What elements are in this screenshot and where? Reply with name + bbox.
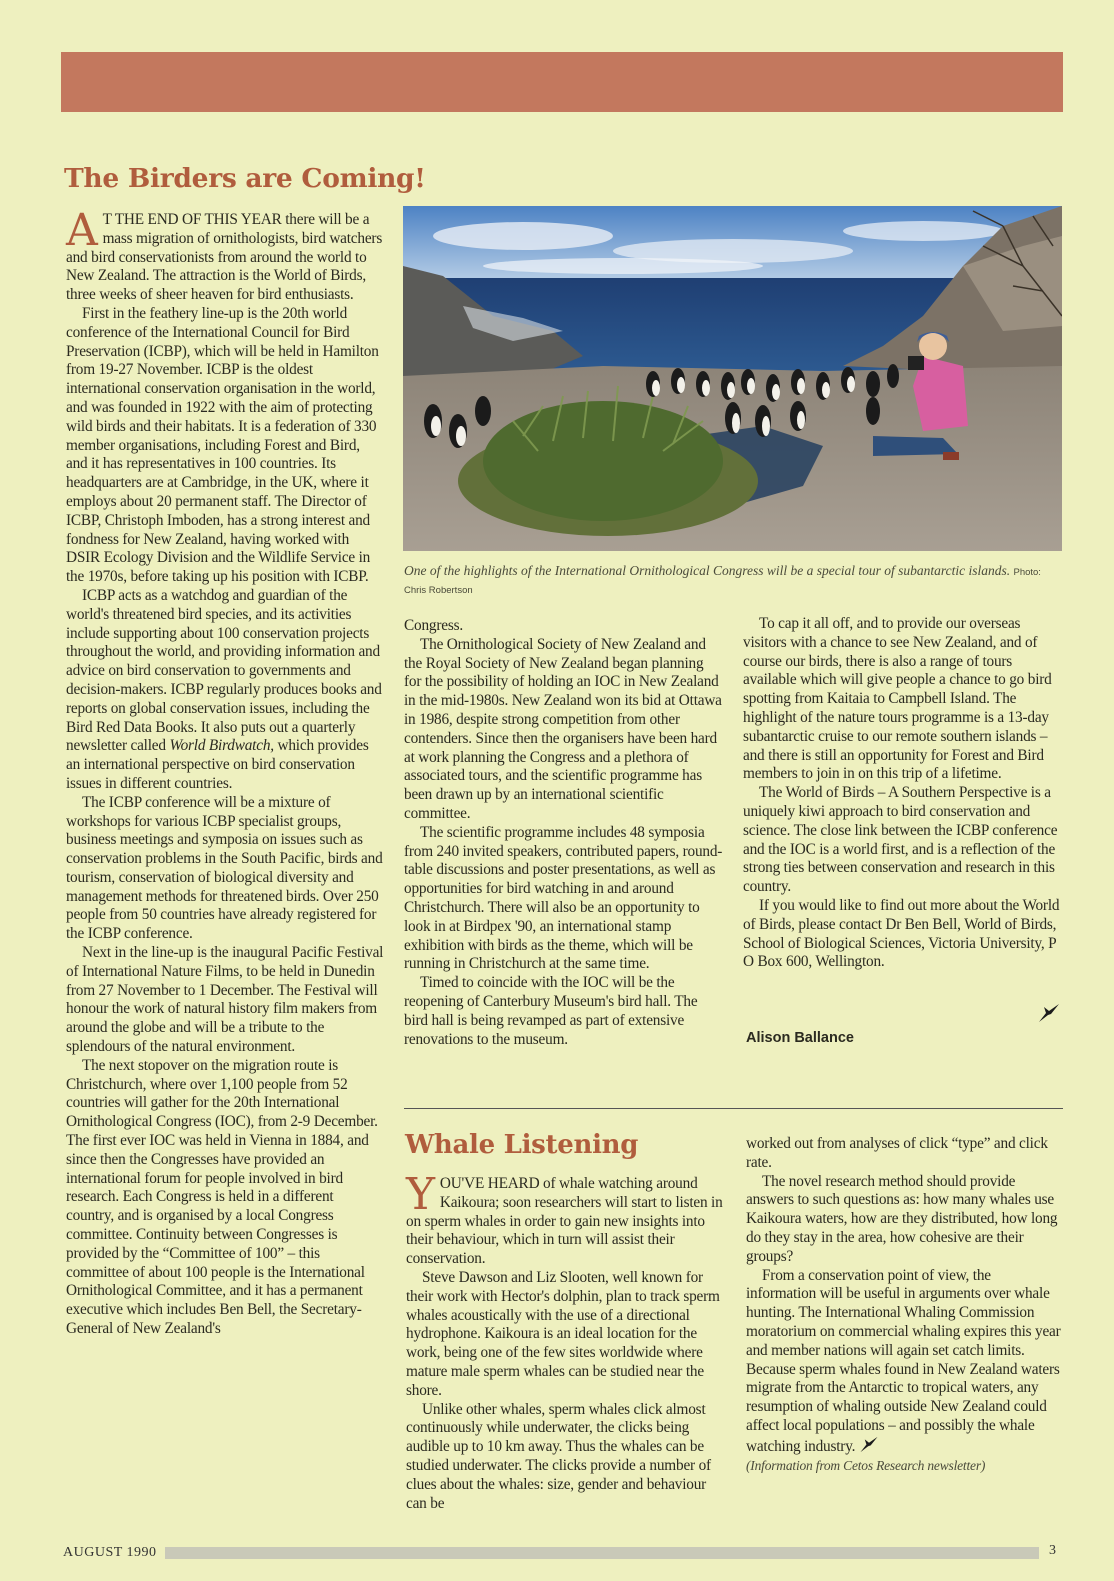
dropcap-a: A — [66, 205, 98, 256]
photo-illustration — [403, 206, 1062, 551]
paragraph: The World of Birds – A Southern Perspective is a uniquely kiwi approach to bird conservation and science. The close link between the ICBP conference and the IOC is a world first, and is a reflection of the strong ties between conservation and research in this country. — [743, 784, 1058, 896]
paragraph: To cap it all off, and to provide our overseas visitors with a chance to see New Zealand, and of course our birds, there is also a range of tours available which will give people a chance to go bird spotting from Kaitaia to Campbell Island. The highlight of the nature tours programme is a 13-day subantarctic cruise to our remote southern islands – and there is still an opportunity for Forest and Bird members to join in on this trip of a lifetime. — [743, 615, 1052, 783]
paragraph: Next in the line-up is the inaugural Pacific Festival of International Nature Films, to be held in Dunedin from 27 November to 1 December. The Festival will honour the work of natural history film makers from around the globe and will be a tribute to the splendours of the natural environment. — [66, 944, 384, 1056]
paragraph: The novel research method should provide answers to such questions as: how many whales use Kaikoura waters, how are they distributed, how long do they stay in the area, how cohesive are their groups? — [746, 1172, 1058, 1265]
dropcap-y: Y — [406, 1169, 435, 1220]
paragraph: Timed to coincide with the IOC will be the reopening of Canterbury Museum's bird hall. The bird hall is being revamped as part of extensive renovations to the museum. — [404, 974, 698, 1048]
paragraph: From a conservation point of view, the information will be useful in arguments over whale hunting. The International Whaling Commission moratorium on commercial whaling expires this year and member nations will again set catch limits. Because sperm whales found in New Zealand waters migrate from the Antarctic to tropical waters, any resumption of whaling outside New Zealand could affect local populations – and possibly the whale watching industry. — [746, 1266, 1061, 1455]
paragraph: The next stopover on the migration route is Christchurch, where over 1,100 people from 52 countries will gather for the 20th International Ornithological Congress (IOC), from 2-9 December. The first ever IOC was held in Vienna in 1884, and since then the Congresses have provided an international forum for people involved in bird research. Each Congress is held in a different country, and is organised by a local Congress committee. Continuity between Congresses is provided by the “Committee of 100” – this committee of about 100 people is the International Ornithological Committee, and it has a permanent executive which includes Ben Bell, the Secretary-General of New Zealand's — [66, 1056, 378, 1338]
bird-end-icon — [859, 1436, 879, 1453]
paragraph: First in the feathery line-up is the 20th world conference of the International Council for Bird Preservation (ICBP), which will be held in Hamilton from 19-27 November. ICBP is the oldest international conservation organisation in the world, and was founded in 1922 with the aim of protecting wild birds and their habitats. It is a federation of 330 member organisations, including Forest and Bird, and it has representatives in 100 countries. Its headquarters are at Cambridge, in the UK, where it employs about 20 permanent staff. The Director of ICBP, Christoph Imboden, has a strong interest and fondness for New Zealand, having worked with DSIR Ecology Division and the Wildlife Service in the 1970s, before taking up his position with ICBP. — [66, 304, 379, 586]
paragraph: The Ornithological Society of New Zealand and the Royal Society of New Zealand began planning for the possibility of holding an IOC in New Zealand in the mid-1980s. New Zealand won its bid at Ottawa in 1986, despite strong competition from other contenders. Since then the organisers have been hard at work planning the Congress and a plethora of associated tours, and the scientific programme has been drawn up by an international scientific committee. — [404, 635, 722, 822]
article-birders-column-2 — [404, 617, 724, 1049]
penguin-colony-photo — [403, 206, 1062, 551]
source-note: (Information from Cetos Research newsletter) — [746, 1457, 986, 1473]
paragraph: The ICBP conference will be a mixture of workshops for various ICBP specialist groups, business meetings and symposia on issues such as conservation problems in the South Pacific, birds and tourism, conservation of biological diversity and management methods for threatened birds. Over 250 people from 50 countries have already registered for the ICBP conference. — [66, 793, 383, 943]
article-birders-column-1 — [66, 205, 384, 1339]
top-color-band — [61, 52, 1063, 112]
article-title-whale: Whale Listening — [405, 1130, 639, 1160]
paragraph: A T THE END OF THIS YEAR there will be a mass migration of ornithologists, bird watchers and bird conservationists from around the world to New Zealand. The attraction is the World of Birds, three weeks of sheer heaven for bird enthusiasts. — [66, 205, 383, 304]
paragraph: worked out from analyses of click “type” and click rate. — [746, 1135, 1048, 1171]
paragraph: Congress. — [404, 617, 463, 634]
footer-issue-date: AUGUST 1990 — [63, 1545, 157, 1560]
photo-caption: One of the highlights of the International Ornithological Congress will be a special tour of subantarctic islands. Photo: Chris Robertson — [404, 563, 1041, 596]
article-author: Alison Ballance — [746, 1030, 854, 1046]
paragraph: Steve Dawson and Liz Slooten, well known for their work with Hector's dolphin, plan to track sperm whales acoustically with the use of a directional hydrophone. Kaikoura is an ideal location for the work, being one of the few sites worldwide where mature male sperm whales can be studied near the shore. — [406, 1268, 720, 1399]
newsletter-title: World Birdwatch, — [169, 737, 274, 755]
article-whale-column-2 — [746, 1135, 1064, 1475]
paragraph: YOU'VE HEARD of whale watching around Kaikoura; soon researchers will start to listen in on sperm whales in order to gain new insights into their behaviour, which in turn will assist their conservation. — [406, 1169, 723, 1268]
article-whale-column-1 — [406, 1169, 726, 1513]
bird-end-icon — [1038, 1003, 1060, 1023]
paragraph: The scientific programme includes 48 symposia from 240 invited speakers, contributed papers, round-table discussions and poster presentations, as well as opportunities for bird watching in and around Christchurch. There will also be an opportunity to look in at Birdpex '90, an international stamp exhibition with birds as the theme, which will be running in Christchurch at the same time. — [404, 823, 723, 973]
photo-credit: Photo: Chris Robertson — [404, 567, 1041, 596]
paragraph: If you would like to find out more about the World of Birds, please contact Dr Ben Bell, World of Birds, School of Biological Sciences, Victoria University, P O Box 600, Wellington. — [743, 896, 1060, 971]
page-number: 3 — [1049, 1543, 1056, 1558]
paragraph: ICBP acts as a watchdog and guardian of the world's threatened bird species, and its activities include supporting about 100 conservation projects throughout the world, and providing information and advice on bird conservation to governments and decision-makers. ICBP regularly produces books and reports on global conservation issues, including the Bird Red Data Books. It also puts out a quarterly newsletter called World Birdwatch, which provides an international perspective on bird conservation issues in different countries. — [66, 586, 382, 792]
footer-bar — [165, 1547, 1039, 1559]
paragraph: Unlike other whales, sperm whales click almost continuously while underwater, the clicks being audible up to 10 km away. Thus the whales can be studied underwater. The clicks provide a number of clues about the whales: size, gender and behaviour can be — [406, 1400, 711, 1512]
article-title-birders: The Birders are Coming! — [64, 163, 426, 194]
section-divider — [404, 1108, 1063, 1109]
article-birders-column-3 — [743, 615, 1063, 972]
